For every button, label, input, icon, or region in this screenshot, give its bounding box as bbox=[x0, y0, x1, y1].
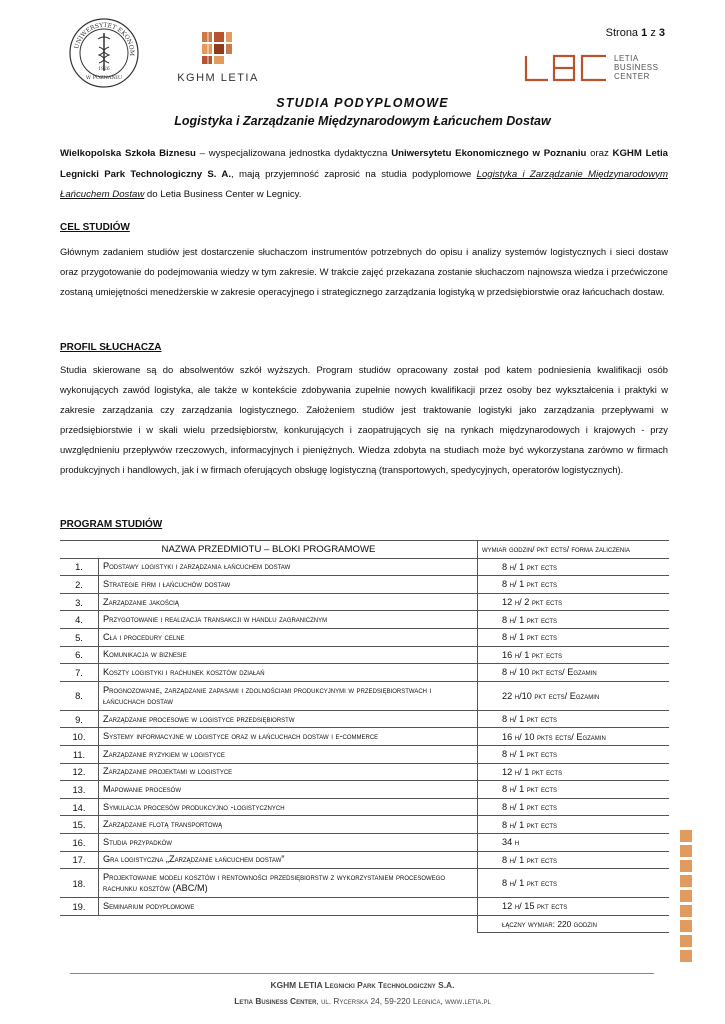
subject-wymiar: 8 h/ 1 pkt ects bbox=[478, 745, 670, 763]
row-number: 10. bbox=[60, 728, 99, 746]
kghm-letia-logo bbox=[168, 30, 268, 86]
total-wymiar: łączny wymiar: 220 godzin bbox=[478, 915, 670, 933]
program-table bbox=[60, 540, 669, 933]
lbc-line-2: BUSINESS bbox=[614, 63, 659, 72]
subject-wymiar: 8 h/ 10 pkt ects/ Egzamin bbox=[478, 664, 670, 682]
decorative-tile bbox=[680, 935, 692, 947]
subject-name: Projektowanie modeli kosztów i rentowności przedsiębiorstw z wykorzystaniem procesowego rachunku kosztów (ABC/M) bbox=[99, 869, 478, 898]
page-number bbox=[606, 27, 665, 39]
subject-name: Seminarium podyplomowe bbox=[99, 898, 478, 916]
footer-divider bbox=[70, 973, 654, 974]
subject-name: Zarządzanie flotą transportową bbox=[99, 816, 478, 834]
subject-name: Zarządzanie jakością bbox=[99, 593, 478, 611]
subject-wymiar: 12 h/ 15 pkt ects bbox=[478, 898, 670, 916]
subject-wymiar: 8 h/ 1 pkt ects bbox=[478, 869, 670, 898]
column-header-name: NAZWA PRZEDMIOTU – BLOKI PROGRAMOWE bbox=[60, 541, 478, 559]
page-current: 1 bbox=[641, 27, 648, 39]
row-number: 8. bbox=[60, 681, 99, 710]
subject-name: Strategie firm i łańcuchów dostaw bbox=[99, 576, 478, 594]
table-row bbox=[60, 728, 669, 746]
row-number: 3. bbox=[60, 593, 99, 611]
subject-wymiar: 8 h/ 1 pkt ects bbox=[478, 576, 670, 594]
row-number: 14. bbox=[60, 798, 99, 816]
table-row bbox=[60, 798, 669, 816]
footer-address bbox=[0, 996, 725, 1006]
lbc-line-1: LETIA bbox=[614, 54, 639, 63]
page-label: Strona bbox=[605, 27, 639, 39]
row-number: 6. bbox=[60, 646, 99, 664]
subject-wymiar: 12 h/ 1 pkt ects bbox=[478, 763, 670, 781]
svg-text:W POZNANIU: W POZNANIU bbox=[85, 75, 123, 81]
subject-name: Podstawy logistyki i zarządzania łańcuchem dostaw bbox=[99, 558, 478, 576]
row-number: 17. bbox=[60, 851, 99, 869]
subject-name: Zarządzanie projektami w logistyce bbox=[99, 763, 478, 781]
school-name: Wielkopolska Szkoła Biznesu bbox=[60, 148, 196, 159]
decorative-tile bbox=[680, 950, 692, 962]
subject-name: Koszty logistyki i rachunek kosztów działań bbox=[99, 664, 478, 682]
subject-name: Prognozowanie, zarządzanie zapasami i zdolnościami produkcyjnymi w przedsiębiorstwach i łańcuchach dostaw bbox=[99, 681, 478, 710]
subject-name: Komunikacja w biznesie bbox=[99, 646, 478, 664]
subject-wymiar: 8 h/ 1 pkt ects bbox=[478, 611, 670, 629]
profil-heading: PROFIL SŁUCHACZA bbox=[60, 342, 162, 353]
intro-text-2: oraz bbox=[586, 148, 613, 159]
svg-text:1926: 1926 bbox=[98, 67, 110, 72]
university-name: Uniwersytetu Ekonomicznego w Poznaniu bbox=[391, 148, 587, 159]
intro-text-3: , mają przyjemność zaprosić na studia podyplomowe bbox=[231, 168, 477, 180]
subject-name: Symulacja procesów produkcyjno -logistycznych bbox=[99, 798, 478, 816]
subject-wymiar: 34 h bbox=[478, 833, 670, 851]
subject-wymiar: 22 h/10 pkt ects/ Egzamin bbox=[478, 681, 670, 710]
table-row bbox=[60, 763, 669, 781]
row-number: 18. bbox=[60, 869, 99, 898]
subject-wymiar: 8 h/ 1 pkt ects bbox=[478, 710, 670, 728]
row-number: 16. bbox=[60, 833, 99, 851]
lbc-line-3: CENTER bbox=[614, 72, 650, 81]
row-number: 7. bbox=[60, 664, 99, 682]
table-row bbox=[60, 558, 669, 576]
footer-center-name: Letia Business Center bbox=[234, 996, 317, 1006]
row-number: 9. bbox=[60, 710, 99, 728]
course-name: Logistyka i Zarządzanie Międzynarodowym Łańcuchem Dostaw bbox=[60, 168, 668, 200]
subject-name: Studia przypadków bbox=[99, 833, 478, 851]
footer-address-text: , ul. Rycerska 24, 59-220 Legnica, www.letia.pl bbox=[316, 996, 491, 1006]
subject-wymiar: 16 h/ 1 pkt ects bbox=[478, 646, 670, 664]
table-row bbox=[60, 745, 669, 763]
letia-business-center-logo bbox=[524, 54, 674, 84]
table-row bbox=[60, 781, 669, 799]
row-number: 13. bbox=[60, 781, 99, 799]
total-blank bbox=[60, 915, 478, 933]
intro-text-1: – wyspecjalizowana jednostka dydaktyczna bbox=[195, 148, 392, 159]
table-row bbox=[60, 664, 669, 682]
document-subtitle: Logistyka i Zarządzanie Międzynarodowym Łańcuchem Dostaw bbox=[174, 114, 551, 128]
lbc-logo-mark bbox=[524, 54, 612, 84]
row-number: 11. bbox=[60, 745, 99, 763]
cel-paragraph: Głównym zadaniem studiów jest dostarczenie słuchaczom instrumentów potrzebnych do opisu i analizy systemów logistycznych i sieci dostaw oraz przygotowanie do podejmowania wiedzy w tym zakresie. W trakcie zajęć przekazana zostanie słuchaczom najnowsza wiedza i przećwiczone zostaną umiejętności menedżerskie w zakresie operacyjnego i strategicznego zarządzania logistyką w przedsiębiorstwie oraz łańcuchach dostaw. bbox=[60, 246, 668, 297]
program-heading: PROGRAM STUDIÓW bbox=[60, 519, 163, 530]
decorative-tile bbox=[680, 920, 692, 932]
table-row bbox=[60, 593, 669, 611]
table-row bbox=[60, 851, 669, 869]
table-row bbox=[60, 869, 669, 898]
page-total: 3 bbox=[658, 27, 665, 39]
subject-name: Przygotowanie i realizacja transakcji w handlu zagranicznym bbox=[99, 611, 478, 629]
table-row bbox=[60, 681, 669, 710]
page-of: z bbox=[650, 27, 656, 39]
profil-paragraph: Studia skierowane są do absolwentów szkół wyższych. Program studiów opracowany został pod katem podniesienia kwalifikacji osób wykonujących zawód logistyka, ale także w kontekście zdobywania zupełnie nowych kwalifikacji przez osoby bez wykształcenia i praktyki w zakresie zarządzania czy zarządzania logistycznego. Założeniem studiów jest traktowanie logistyki jako zarządzania przepływami w przedsiębiorstwie i w skali wielu przedsiębiorstw, konkurujących i zaopatrujących się na rynkach międzynarodowych i krajowych - przy uwzględnieniu przepływów rzeczowych, informacyjnych i pieniężnych. Wiedza zdobyta na studiach może być wykorzystana zarówno w firmach produkcyjnych i handlowych, jak i w firmach oferujących obsługę logistyczną (transportowych, spedycyjnych, operatorów logistycznych). bbox=[60, 364, 668, 475]
subject-wymiar: 12 h/ 2 pkt ects bbox=[478, 593, 670, 611]
subject-wymiar: 8 h/ 1 pkt ects bbox=[478, 558, 670, 576]
kghm-logo-text: KGHM LETIA bbox=[177, 72, 259, 84]
row-number: 15. bbox=[60, 816, 99, 834]
row-number: 5. bbox=[60, 628, 99, 646]
table-row bbox=[60, 628, 669, 646]
table-row bbox=[60, 833, 669, 851]
table-row bbox=[60, 576, 669, 594]
cel-heading: CEL STUDIÓW bbox=[60, 222, 130, 233]
subject-wymiar: 8 h/ 1 pkt ects bbox=[478, 798, 670, 816]
table-row bbox=[60, 646, 669, 664]
svg-text:UNIWERSYTET EKONOMICZNY: UNIWERSYTET EKONOM bbox=[73, 21, 136, 57]
subject-wymiar: 8 h/ 1 pkt ects bbox=[478, 851, 670, 869]
table-row bbox=[60, 611, 669, 629]
table-row bbox=[60, 816, 669, 834]
intro-paragraph bbox=[60, 144, 668, 206]
subject-wymiar: 8 h/ 1 pkt ects bbox=[478, 628, 670, 646]
subject-wymiar: 8 h/ 1 pkt ects bbox=[478, 781, 670, 799]
subject-name: Zarządzanie procesowe w logistyce przedsiębiorstw bbox=[99, 710, 478, 728]
decorative-tile bbox=[680, 860, 692, 872]
footer-company: KGHM LETIA Legnicki Park Technologiczny S.A. bbox=[270, 980, 455, 990]
decorative-tile-strip bbox=[680, 830, 692, 965]
decorative-tile bbox=[680, 905, 692, 917]
row-number: 4. bbox=[60, 611, 99, 629]
decorative-tile bbox=[680, 890, 692, 902]
subject-name: Systemy informacyjne w logistyce oraz w łańcuchach dostaw i e-commerce bbox=[99, 728, 478, 746]
lbc-logo-text bbox=[614, 54, 658, 81]
park-name: KGHM Letia Legnicki Park Technologiczny S. A. bbox=[60, 148, 668, 180]
table-row bbox=[60, 898, 669, 916]
kghm-logo-mark bbox=[168, 30, 268, 70]
decorative-tile bbox=[680, 830, 692, 842]
row-number: 1. bbox=[60, 558, 99, 576]
subject-wymiar: 16 h/ 10 pkts ects/ Egzamin bbox=[478, 728, 670, 746]
subject-name: Gra logistyczna „Zarządzanie łańcuchem dostaw” bbox=[99, 851, 478, 869]
row-number: 12. bbox=[60, 763, 99, 781]
decorative-tile bbox=[680, 845, 692, 857]
subject-name: Zarządzanie ryzykiem w logistyce bbox=[99, 745, 478, 763]
program-table-body bbox=[60, 558, 669, 933]
row-number: 19. bbox=[60, 898, 99, 916]
decorative-tile bbox=[680, 875, 692, 887]
intro-text-4: do Letia Business Center w Legnicy. bbox=[144, 189, 302, 200]
subject-wymiar: 8 h/ 1 pkt ects bbox=[478, 816, 670, 834]
subject-name: Mapowanie procesów bbox=[99, 781, 478, 799]
document-title: STUDIA PODYPLOMOWE bbox=[276, 96, 449, 110]
table-row bbox=[60, 710, 669, 728]
column-header-wymiar: wymiar godzin/ pkt ects/ forma zaliczenia bbox=[478, 541, 670, 559]
table-header-row bbox=[60, 541, 669, 559]
university-seal-logo bbox=[68, 17, 140, 89]
total-row bbox=[60, 915, 669, 933]
subject-name: Cła i procedury celne bbox=[99, 628, 478, 646]
row-number: 2. bbox=[60, 576, 99, 594]
